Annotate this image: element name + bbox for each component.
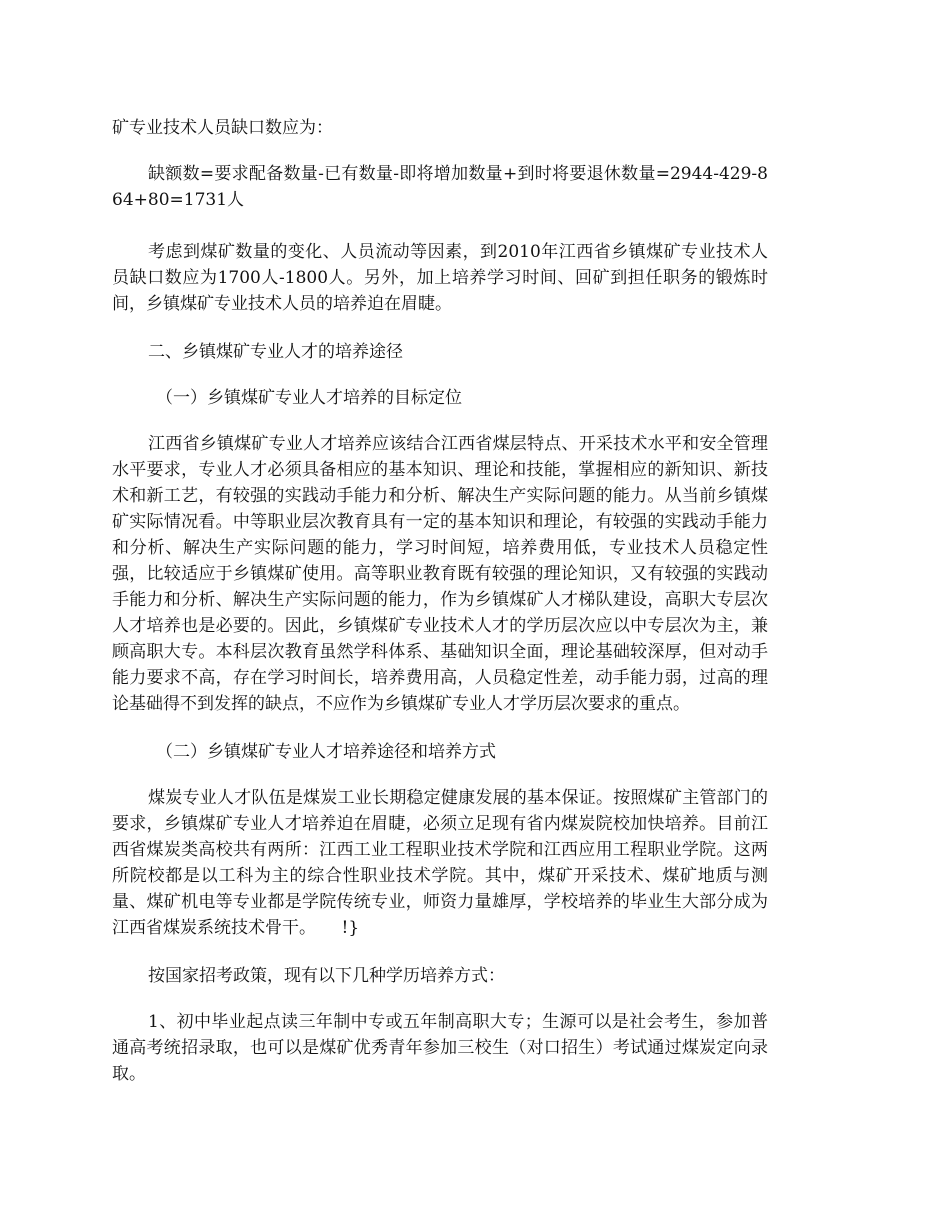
section-heading-training-paths: 二、乡镇煤矿专业人才的培养途径 — [148, 342, 403, 362]
paragraph-coal-talent-team: 煤炭专业人才队伍是煤炭工业长期稳定健康发展的基本保证。按照煤矿主管部门的要求，乡镇煤矿专业人才培养迫在眉睫，必须立足现有省内煤炭院校加快培养。目前江西省煤炭类高校共有两所：江西工业工程职业技术学院和江西应用工程职业学院。这两所院校都是以工科为主的综合性职业技术学院。其中，煤矿开采技术、煤矿地质与测量、煤矿机电等专业都是学院传统专业，师资力量雄厚，学校培养的毕业生大部分成为江西省煤炭系统技术骨干。 !} — [112, 788, 768, 938]
paragraph-shortage-estimate: 考虑到煤矿数量的变化、人员流动等因素，到2010年江西省乡镇煤矿专业技术人员缺口数应为1700人-1800人。另外，加上培养学习时间、回矿到担任职务的锻炼时间，乡镇煤矿专业技术人员的培养迫在眉睫。 — [112, 242, 768, 314]
subsection-heading-training-methods: （二）乡镇煤矿专业人才培养途径和培养方式 — [156, 742, 496, 762]
paragraph-shortage-formula: 缺额数=要求配备数量-已有数量-即将增加数量+到时将要退休数量=2944-429-864+80=1731人 — [112, 164, 768, 210]
document-page — [112, 112, 768, 1087]
subsection-heading-goal-positioning: （一）乡镇煤矿专业人才培养的目标定位 — [156, 388, 462, 408]
paragraph-admission-policy: 按国家招考政策，现有以下几种学历培养方式： — [148, 966, 505, 986]
paragraph-goal-positioning: 江西省乡镇煤矿专业人才培养应该结合江西省煤层特点、开采技术水平和安全管理水平要求，专业人才必须具备相应的基本知识、理论和技能，掌握相应的新知识、新技术和新工艺，有较强的实践动手能力和分析、解决生产实际问题的能力。从当前乡镇煤矿实际情况看。中等职业层次教育具有一定的基本知识和理论，有较强的实践动手能力和分析、解决生产实际问题的能力，学习时间短，培养费用低，专业技术人员稳定性强，比较适应于乡镇煤矿使用。高等职业教育既有较强的理论知识，又有较强的实践动手能力和分析、解决生产实际问题的能力，作为乡镇煤矿人才梯队建设，高职大专层次人才培养也是必要的。因此，乡镇煤矿专业技术人才的学历层次应以中专层次为主，兼顾高职大专。本科层次教育虽然学科体系、基础知识全面，理论基础较深厚，但对动手能力要求不高，存在学习时间长，培养费用高，人员稳定性差，动手能力弱，过高的理论基础得不到发挥的缺点，不应作为乡镇煤矿专业人才学历层次要求的重点。 — [112, 434, 768, 714]
paragraph-method-one: 1、初中毕业起点读三年制中专或五年制高职大专；生源可以是社会考生，参加普通高考统招录取，也可以是煤矿优秀青年参加三校生（对口招生）考试通过煤炭定向录取。 — [112, 1012, 768, 1084]
paragraph-shortage-intro: 矿专业技术人员缺口数应为： — [112, 118, 333, 138]
